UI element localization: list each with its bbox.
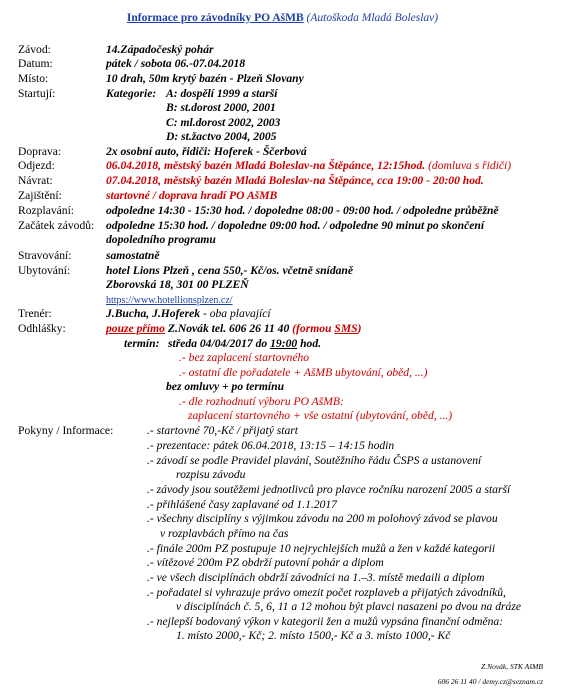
value-zavod: 14.Západočeský pohár [106,43,214,56]
odhlasky-red-2: .- ostatní dle pořadatele + AšMB ubytování, oběd, ...) [179,366,428,379]
value-datum: pátek / sobota 06.-07.04.2018 [106,57,246,70]
label-zajisteni: Zajištění: [18,189,62,202]
label-trener: Trenér: [18,307,52,320]
termin-suffix: hod. [300,337,322,350]
label-odjezd: Odjezd: [18,159,55,172]
title-main: Informace pro závodníky PO AšMB [126,12,304,24]
pokyny-line-1: .- startovné 70,-Kč / přijatý start [147,424,299,437]
label-misto: Místo: [18,72,49,85]
formou-open: (formou [292,322,332,335]
odhlasky-red-4: zaplacení startovného + vše ostatní (ubytování, oběd, ...) [188,409,453,422]
pokyny-line-15: 1. místo 2000,- Kč; 2. místo 1500,- Kč a 3. místo 1000,- Kč [176,629,451,642]
footer-name: Z.Novák, STK AšMB [481,662,543,671]
category-c: C: ml.dorost 2002, 2003 [166,116,281,129]
formou-close: ) [357,322,362,335]
label-doprava: Doprava: [18,145,62,158]
label-navrat: Návrat: [18,174,53,187]
category-label: Kategorie: [106,87,157,100]
pouze-primo: pouze přímo [106,322,165,335]
pokyny-line-4: rozpisu závodu [176,468,246,481]
label-stravovani: Stravování: [18,249,72,262]
value-odjezd [106,159,511,172]
label-zacatek: Začátek závodů: [18,219,95,232]
bez-omluvy: bez omluvy + po termínu [166,380,285,393]
trener-names: J.Bucha, J.Hoferek [106,307,201,320]
termin-value [168,337,321,350]
label-odhlasky: Odhlášky: [18,322,66,335]
label-rozplavani: Rozplavání: [18,204,75,217]
pokyny-line-9: .- finále 200m PZ postupuje 10 nejrychlejších mužů a žen v každé kategorii [147,542,496,555]
document-title [0,12,565,24]
hotel-link-text[interactable]: https://www.hotellionsplzen.cz/ [106,295,233,306]
odjezd-note: (domluva s řidiči) [428,159,512,172]
title-sub: (Autoškoda Mladá Boleslav) [306,12,439,24]
label-zavod: Závod: [18,43,51,56]
odjezd-text: 06.04.2018, městský bazén Mladá Boleslav-na Štěpánce, 12:15hod. [106,159,426,172]
label-ubytovani: Ubytování: [18,264,71,277]
termin-label: termín: [124,337,160,350]
label-datum: Datum: [18,57,53,70]
value-trener [106,307,271,320]
pokyny-line-12: .- pořadatel si vyhrazuje právo omezit počet rozplaveb a přijatých závodníků, [147,586,506,599]
value-doprava: 2x osobní auto, řidiči: Hoferek - Ščerbová [106,145,307,158]
termin-time: 19:00 [270,337,298,350]
odhlasky-contact: Z.Novák tel. 606 26 11 40 [167,322,290,335]
pokyny-line-8: v rozplavbách přímo na čas [160,527,289,540]
pokyny-line-10: .- vítězové 200m PZ obdrží putovní pohár a diplom [147,556,384,569]
category-d: D: st.žactvo 2004, 2005 [166,130,277,143]
hotel-link[interactable] [106,293,233,306]
value-stravovani: samostatně [106,249,160,262]
sms: SMS [334,322,358,335]
footer-contact: 606 26 11 40 / demy.cz@seznam.cz [437,677,543,686]
value-zacatek: odpoledne 15:30 hod. / dopoledne 09:00 hod. / odpoledne 90 minut po skončení [106,219,485,232]
pokyny-line-7: .- všechny disciplíny s výjimkou závodu na 200 m polohový závod se plavou [147,512,498,525]
value-misto: 10 drah, 50m krytý bazén - Plzeň Slovany [106,72,304,85]
trener-note: - oba plavající [202,307,271,320]
pokyny-line-5: .- závody jsou soutěžemi jednotlivců pro plavce ročníku narození 2005 a starší [147,483,511,496]
value-navrat: 07.04.2018, městský bazén Mladá Boleslav-na Štěpánce, cca 19:00 - 20:00 hod. [106,174,484,187]
pokyny-line-11: .- ve všech disciplínách obdrží závodníci na 1.–3. místě medaili a diplom [147,571,485,584]
value-ubytovani-2: Zborovská 18, 301 00 PLZEŇ [106,278,249,291]
pokyny-line-2: .- prezentace: pátek 06.04.2018, 13:15 – 14:15 hodin [147,439,395,452]
value-rozplavani: odpoledne 14:30 - 15:30 hod. / dopoledne 08:00 - 09:00 hod. / odpoledne průběžně [106,204,499,217]
value-odhlasky [106,322,361,335]
termin-text: středa 04/04/2017 do [168,337,268,350]
odhlasky-red-3: .- dle rozhodnutí výboru PO AšMB: [179,395,344,408]
category-a: A: dospělí 1999 a starší [166,87,278,100]
value-zacatek-2: dopoledního programu [106,233,216,246]
value-ubytovani-1: hotel Lions Plzeň , cena 550,- Kč/os. včetně snídaně [106,264,354,277]
category-b: B: st.dorost 2000, 2001 [166,101,276,114]
pokyny-line-14: .- nejlepší bodovaný výkon v kategorii žen a mužů vypsána finanční odměna: [147,615,504,628]
label-pokyny: Pokyny / Informace: [18,424,114,437]
value-zajisteni: startovné / doprava hradí PO AšMB [106,189,278,202]
pokyny-line-6: .- přihlášené časy zaplavané od 1.1.2017 [147,498,337,511]
label-startuji: Startují: [18,87,56,100]
pokyny-line-13: v disciplínách č. 5, 6, 11 a 12 mohou být plavci nasazeni po dvou na dráze [176,600,521,613]
pokyny-line-3: .- závodí se podle Pravidel plavání, Soutěžního řádu ČSPS a ustanovení [147,454,482,467]
odhlasky-red-1: .- bez zaplacení startovného [179,351,310,364]
